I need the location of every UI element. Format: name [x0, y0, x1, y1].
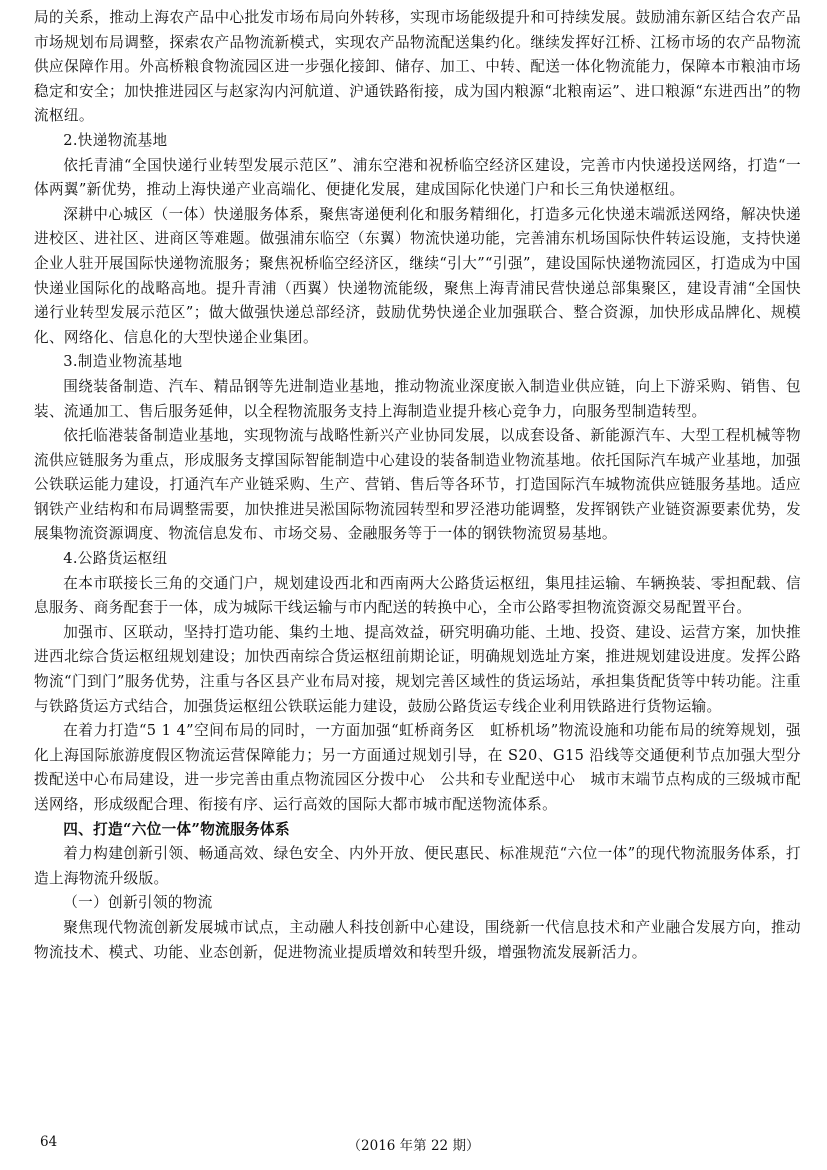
paragraph: 依托临港装备制造业基地，实现物流与战略性新兴产业协同发展，以成套设备、新能源汽车、大型工程机械等物流供应链服务为重点，形成服务支撑国际智能制造中心建设的装备制造业物流基地。依托国际汽车城产业基地，加强公铁联运能力建设，打通汽车产业链采购、生产、营销、售后等各环节，打造国际汽车城物流供应链服务基地。适应钢铁产业结构和布局调整需要，加快推进吴淞国际物流园转型和罗泾港功能调整，发挥钢铁产业链资源要素优势，发展集物流资源调度、物流信息发布、市场交易、金融服务等于一体的钢铁物流贸易基地。 — [34, 427, 801, 543]
section-heading-highway: 4.公路货运枢纽 — [63, 550, 168, 568]
article-body — [34, 6, 801, 965]
paragraph: 局的关系，推动上海农产品中心批发市场布局向外转移，实现市场能级提升和可持续发展。鼓励浦东新区结合农产品市场规划布局调整，探索农产品物流新模式，实现农产品物流配送集约化。继续发挥好江桥、江杨市场的农产品物流供应保障作用。外高桥粮食物流园区进一步强化接卸、储存、加工、中转、配送一体化物流能力，保障本市粮油市场稳定和安全；加快推进园区与赵家沟内河航道、沪通铁路衔接，成为国内粮源“北粮南运”、进口粮源“东进西出”的物流枢纽。 — [34, 9, 801, 125]
paragraph: 依托青浦“全国快递行业转型发展示范区”、浦东空港和祝桥临空经济区建设，完善市内快递投送网络，打造“一体两翼”新优势，推动上海快递产业高端化、便捷化发展，建成国际化快递门户和长三角快递枢纽。 — [34, 156, 801, 199]
section-heading-manufacturing: 3.制造业物流基地 — [63, 353, 183, 371]
paragraph: 围绕装备制造、汽车、精品钢等先进制造业基地，推动物流业深度嵌入制造业供应链，向上下游采购、销售、包装、流通加工、售后服务延伸，以全程物流服务支持上海制造业提升核心竞争力，向服务型制造转型。 — [34, 377, 801, 420]
paragraph: 深耕中心城区（一体）快递服务体系，聚焦寄递便利化和服务精细化，打造多元化快递末端派送网络，解决快递进校区、进社区、进商区等难题。做强浦东临空（东翼）物流快递功能，完善浦东机场国际快件转运设施，支持快递企业人驻开展国际快递物流服务；聚焦祝桥临空经济区，继续“引大”“引强”，建设国际快递物流园区，打造成为中国快递业国际化的战略高地。提升青浦（西翼）快递物流能级，聚焦上海青浦民营快递总部集聚区，建设青浦“全国快递行业转型发展示范区”；做大做强快递总部经济，鼓励优势快递企业加强联合、整合资源，加快形成品牌化、规模化、网络化、信息化的大型快递企业集团。 — [34, 205, 801, 346]
section-heading-express: 2.快递物流基地 — [63, 131, 168, 149]
paragraph: 在着力打造“5 1 4”空间布局的同时，一方面加强“虹桥商务区 虹桥机场”物流设施和功能布局的统筹规划，强化上海国际旅游度假区物流运营保障能力；另一方面通过规划引导，在 S20、G15 沿线等交通便利节点加强大型分拨配送中心布局建设，进一步完善由重点物流园区分拨中心 公共和专业配送中心 城市末端节点构成的三级城市配送网络，形成级配合理、衔接有序、运行高效的国际大都市城市配送物流体系。 — [34, 722, 801, 813]
subsection-heading: （一）创新引领的物流 — [63, 894, 213, 912]
issue-label: （2016 年第 22 期） — [347, 1138, 480, 1154]
page-footer — [0, 1134, 827, 1158]
paragraph: 聚焦现代物流创新发展城市试点，主动融人科技创新中心建设，围绕新一代信息技术和产业融合发展方向，推动物流技术、模式、功能、业态创新，促进物流业提质增效和转型升级，增强物流发展新活力。 — [34, 918, 801, 961]
paragraph: 加强市、区联动，坚持打造功能、集约土地、提高效益，研究明确功能、土地、投资、建设、运营方案，加快推进西北综合货运枢纽规划建设；加快西南综合货运枢纽前期论证，明确规划选址方案，推进规划建设进度。发挥公路物流“门到门”服务优势，注重与各区县产业布局对接，规划完善区域性的货运场站，承担集货配货等中转功能。注重与铁路货运方式结合，加强货运枢纽公铁联运能力建设，鼓励公路货运专线企业利用铁路进行货物运输。 — [34, 623, 801, 715]
paragraph: 着力构建创新引领、畅通高效、绿色安全、内外开放、便民惠民、标准规范“六位一体”的现代物流服务体系，打造上海物流升级版。 — [34, 845, 801, 887]
paragraph: 在本市联接长三角的交通门户，规划建设西北和西南两大公路货运枢纽，集甩挂运输、车辆换装、零担配载、信息服务、商务配套于一体，成为城际干线运输与市内配送的转换中心，全市公路零担物流资源交易配置平台。 — [34, 574, 801, 617]
page-number: 64 — [40, 1134, 58, 1150]
chapter-heading: 四、打造“六位一体”物流服务体系 — [63, 820, 290, 838]
